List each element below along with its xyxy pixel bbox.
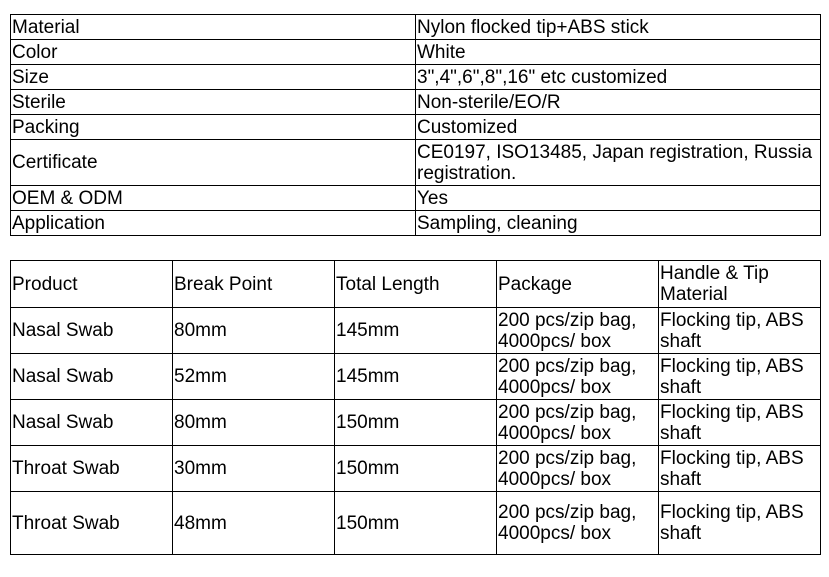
spec-label: OEM & ODM [11,186,416,211]
cell-material: Flocking tip, ABS shaft [659,446,821,492]
spec-table [10,14,821,236]
spec-value: Nylon flocked tip+ABS stick [416,15,821,40]
cell-total-length: 150mm [335,446,497,492]
spec-row-certificate [11,140,821,186]
spec-value: CE0197, ISO13485, Japan registration, Russia registration. [416,140,821,186]
spec-label: Size [11,65,416,90]
cell-break-point: 80mm [173,308,335,354]
cell-product: Throat Swab [11,492,173,555]
cell-product: Nasal Swab [11,308,173,354]
spec-row-color [11,40,821,65]
cell-package: 200 pcs/zip bag, 4000pcs/ box [497,400,659,446]
cell-break-point: 30mm [173,446,335,492]
product-table [10,260,821,555]
cell-package: 200 pcs/zip bag, 4000pcs/ box [497,492,659,555]
header-break-point: Break Point [173,261,335,308]
header-handle-tip-material: Handle & Tip Material [659,261,821,308]
table-row [11,400,821,446]
cell-total-length: 150mm [335,492,497,555]
spec-label: Sterile [11,90,416,115]
header-total-length: Total Length [335,261,497,308]
spec-row-packing [11,115,821,140]
spec-row-size [11,65,821,90]
product-table-header [11,261,821,308]
header-product: Product [11,261,173,308]
spec-value: 3",4",6",8",16" etc customized [416,65,821,90]
spec-row-material [11,15,821,40]
cell-material: Flocking tip, ABS shaft [659,492,821,555]
cell-break-point: 48mm [173,492,335,555]
spec-label: Packing [11,115,416,140]
table-row [11,354,821,400]
cell-material: Flocking tip, ABS shaft [659,308,821,354]
cell-package: 200 pcs/zip bag, 4000pcs/ box [497,446,659,492]
cell-total-length: 145mm [335,308,497,354]
cell-material: Flocking tip, ABS shaft [659,354,821,400]
spec-label: Color [11,40,416,65]
cell-product: Nasal Swab [11,354,173,400]
spec-row-oem-odm [11,186,821,211]
spec-value: Non-sterile/EO/R [416,90,821,115]
cell-material: Flocking tip, ABS shaft [659,400,821,446]
header-package: Package [497,261,659,308]
cell-break-point: 80mm [173,400,335,446]
spec-label: Application [11,211,416,236]
cell-break-point: 52mm [173,354,335,400]
spec-row-application [11,211,821,236]
spec-value: Customized [416,115,821,140]
cell-package: 200 pcs/zip bag, 4000pcs/ box [497,308,659,354]
spec-label: Material [11,15,416,40]
spec-value: White [416,40,821,65]
cell-product: Nasal Swab [11,400,173,446]
spec-label: Certificate [11,140,416,186]
spec-row-sterile [11,90,821,115]
spec-value: Sampling, cleaning [416,211,821,236]
table-row [11,492,821,555]
cell-package: 200 pcs/zip bag, 4000pcs/ box [497,354,659,400]
table-row [11,308,821,354]
cell-total-length: 150mm [335,400,497,446]
cell-total-length: 145mm [335,354,497,400]
table-row [11,446,821,492]
cell-product: Throat Swab [11,446,173,492]
spec-value: Yes [416,186,821,211]
